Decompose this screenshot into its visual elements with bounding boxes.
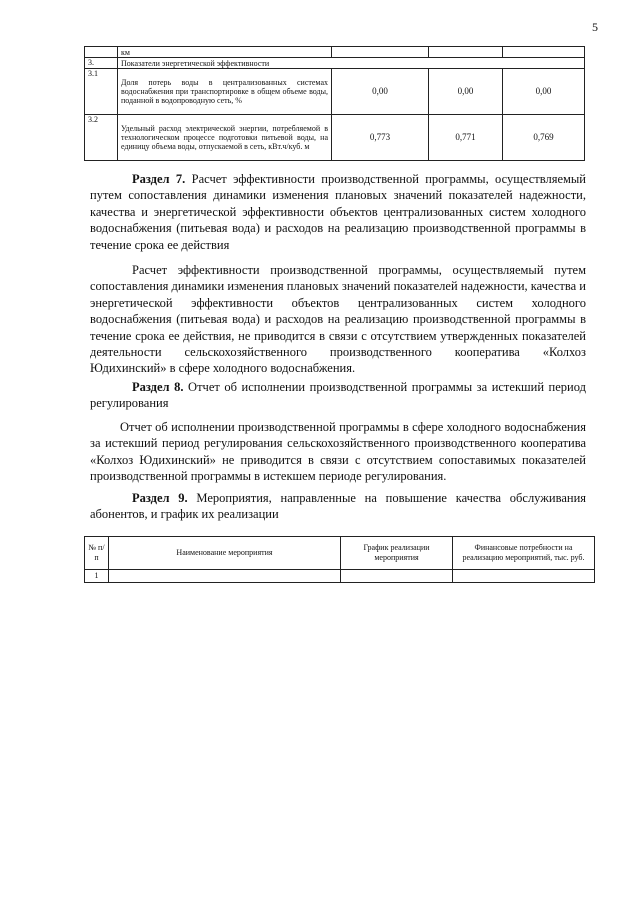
row-cell xyxy=(109,570,341,583)
section8-body: Отчет об исполнении производственной программы в сфере холодного водоснабжения за истекший период регулирования сельскохозяйственного производственного кооператива «Колхоз Юдихинский» не приводится в связи с отсутствием сопоставимых показателей производственной программы в истекшем периоде регулирования. xyxy=(90,420,586,484)
section9-heading: Раздел 9. xyxy=(132,491,188,505)
section8-heading-paragraph xyxy=(90,379,586,412)
section9-title: Мероприятия, направленные на повышение качества обслуживания абонентов, и график их реализации xyxy=(90,491,587,522)
table-row xyxy=(85,570,595,583)
row-value: 0,771 xyxy=(429,115,503,161)
row-value: 0,773 xyxy=(332,115,429,161)
row-value: 0,00 xyxy=(429,69,503,115)
row-label: Доля потерь воды в централизованных системах водоснабжения при транспортировке в общем объеме воды, поданной в водопроводную сеть, % xyxy=(118,69,332,115)
section-number: 3. xyxy=(85,58,118,69)
header-number: № п/п xyxy=(85,537,109,570)
section7-heading-paragraph xyxy=(90,171,586,253)
row-value: 0,769 xyxy=(503,115,585,161)
section-label: Показатели энергетической эффективности xyxy=(118,58,585,69)
section7-title: Расчет эффективности производственной программы, осуществляемый путем сопоставления динамики изменения плановых значений показателей надежности, качества и энергетической эффективности объектов централизованных систем холодного водоснабжения (питьевая вода) и расходов на реализацию производственной программы в течение срока ее действия xyxy=(90,172,586,252)
section8-title: Отчет об исполнении производственной программы за истекший период регулирования xyxy=(90,380,586,411)
section8-heading: Раздел 8. xyxy=(132,380,184,394)
row-label: Удельный расход электрической энергии, потребляемой в технологическом процессе подготовки питьевой воды, на единицу объема воды, отпускаемой в сеть, кВт.ч/куб. м xyxy=(118,115,332,161)
unit-cell: км xyxy=(118,47,332,58)
header-financing: Финансовые потребности на реализацию мероприятий, тыс. руб. xyxy=(453,537,595,570)
measures-table xyxy=(84,536,595,583)
row-value: 0,00 xyxy=(503,69,585,115)
table-cell xyxy=(429,47,503,58)
page-number: 5 xyxy=(592,20,598,34)
indicators-table xyxy=(84,46,585,161)
row-cell xyxy=(453,570,595,583)
header-schedule: График реализации мероприятия xyxy=(341,537,453,570)
row-value: 0,00 xyxy=(332,69,429,115)
row-number: 1 xyxy=(85,570,109,583)
table-cell xyxy=(332,47,429,58)
section7-heading: Раздел 7. xyxy=(132,172,186,186)
section9-heading-paragraph xyxy=(90,490,586,523)
section7-body: Расчет эффективности производственной программы, осуществляемый путем сопоставления динамики изменения плановых значений показателей надежности, качества и энергетической эффективности объектов централизованных систем холодного водоснабжения (питьевая вода) и расходов на реализацию производственной программы в течение срока ее действия, не приводится в связи с отсутствием утвержденных показателей деятельности сельскохозяйственного производственного кооператива «Колхоз Юдихинский» в сфере холодного водоснабжения. xyxy=(90,263,586,376)
row-number: 3.2 xyxy=(85,115,118,161)
table-cell xyxy=(503,47,585,58)
header-name: Наименование мероприятия xyxy=(109,537,341,570)
row-cell xyxy=(341,570,453,583)
row-number: 3.1 xyxy=(85,69,118,115)
table-cell xyxy=(85,47,118,58)
table-row xyxy=(85,69,585,115)
table-row xyxy=(85,115,585,161)
